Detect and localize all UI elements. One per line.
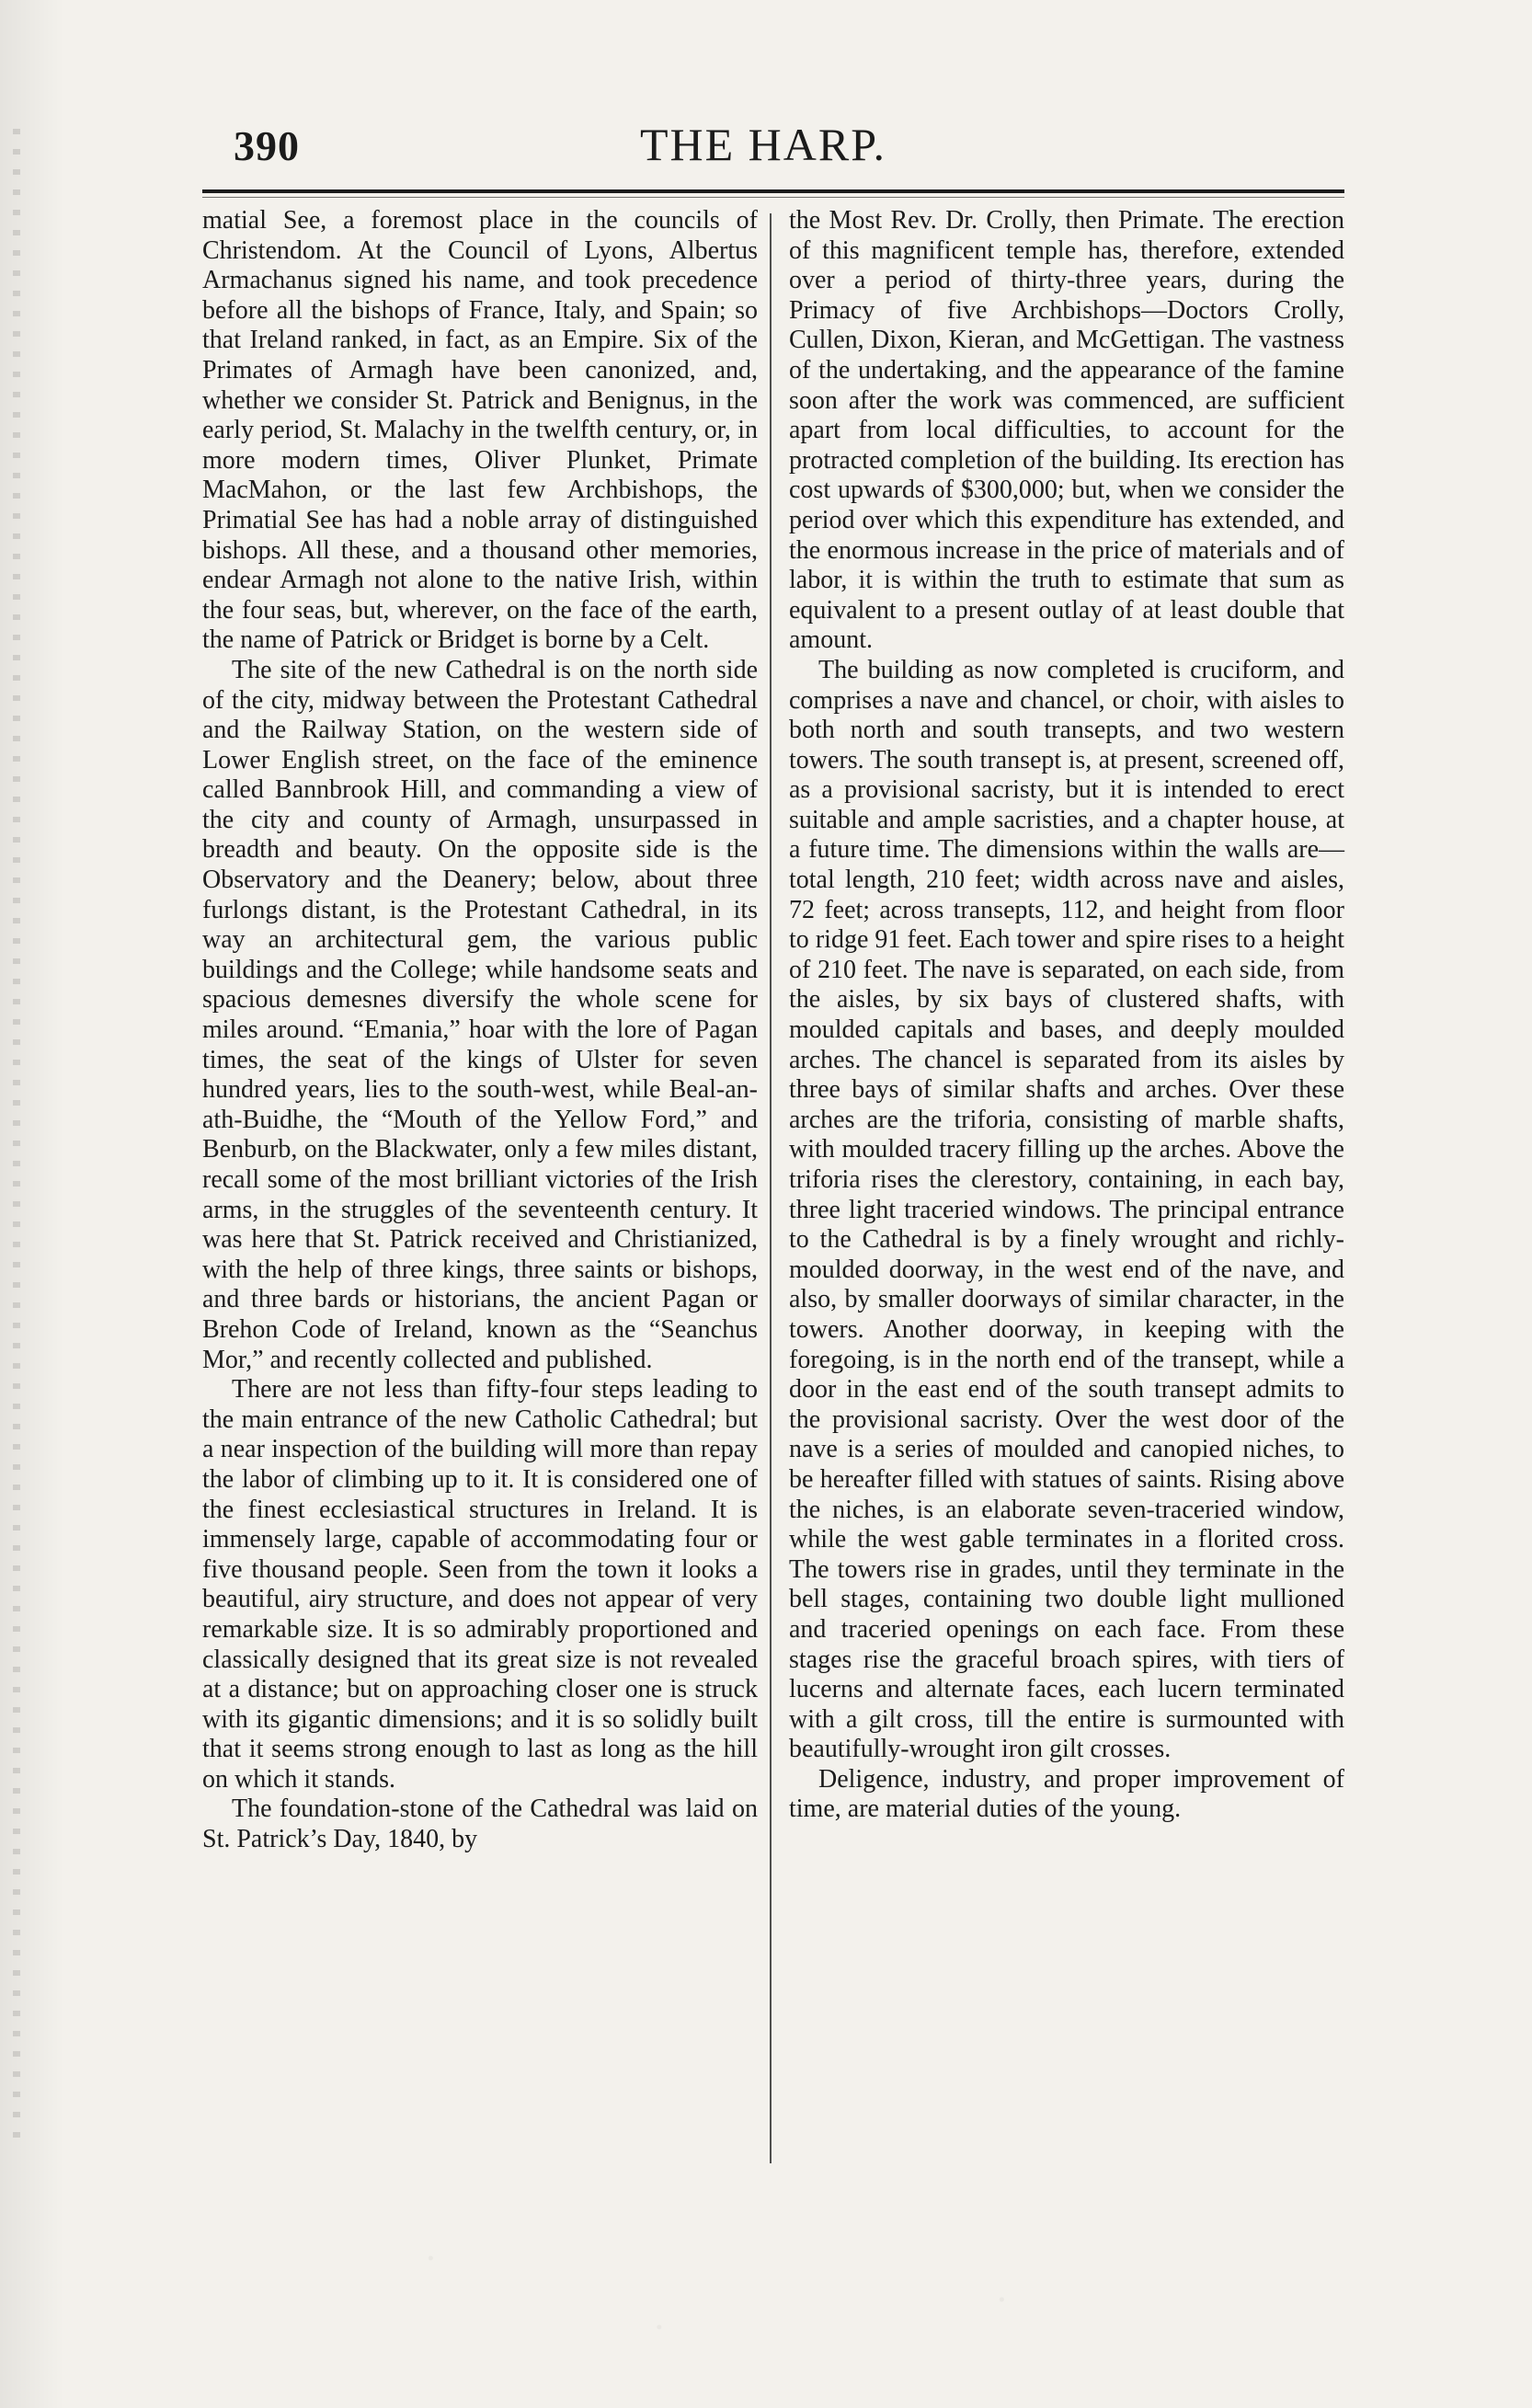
left-paragraph-4: The foundation-stone of the Cathedral was laid on St. Patrick’s Day, 1840, by [202,1795,758,1854]
page-header [184,109,1343,193]
left-paragraph-3: There are not less than fifty-four steps leading to the main entrance of the new Catholic Cathedral; but a near inspection of the building will more than repay the labor of climbing up to it. It is considered one of the finest ecclesiastical structures in Ireland. It is immensely large, capable of accommodating four or five thousand people. Seen from the town it looks a beautiful, airy structure, and does not appear of very remarkable size. It is so admirably proportioned and classically designed that its great size is not revealed at a distance; but on approaching closer one is struck with its gigantic dimensions; and it is so solidly built that it seems strong enough to last as long as the hill on which it stands. [202,1375,758,1794]
column-divider [770,213,772,2163]
page-number: 390 [234,122,300,169]
scan-edge-shadow [0,0,64,2408]
header-rule-thin [202,197,1344,198]
left-column [202,206,758,1855]
left-paragraph-1: matial See, a foremost place in the councils of Christendom. At the Council of Lyons, Albertus Armachanus signed his name, and took precedence before all the bishops of France, Italy, and Spain; so that Ireland ranked, in fact, as an Empire. Six of the Primates of Armagh have been canonized, and, whether we consider St. Patrick and Benignus, in the early period, St. Malachy in the twelfth century, or, in more modern times, Oliver Plunket, Primate MacMahon, or the last few Archbishops, the Primatial See has had a noble array of distinguished bishops. All these, and a thousand other memories, endear Armagh not alone to the native Irish, within the four seas, but, wherever, on the face of the earth, the name of Patrick or Bridget is borne by a Celt. [202,206,758,655]
scan-margin-marks [13,129,20,2152]
right-paragraph-1: the Most Rev. Dr. Crolly, then Primate. The erection of this magnificent temple has, therefore, extended over a period of thirty-three years, during the Primacy of five Archbishops—Doctors Crolly, Cullen, Dixon, Kieran, and McGettigan. The vastness of the undertaking, and the appearance of the famine soon after the work was commenced, are sufficient apart from local difficulties, to account for the protracted completion of the building. Its erection has cost upwards of $300,000; but, when we consider the period over which this expenditure has extended, and the enormous increase in the price of materials and of labor, it is within the truth to estimate that sum as equivalent to a present outlay of at least double that amount. [789,206,1344,655]
left-paragraph-2: The site of the new Cathedral is on the north side of the city, midway between the Protestant Cathedral and the Railway Station, on the western side of Lower English street, on the face of the eminence called Bannbrook Hill, and commanding a view of the city and county of Armagh, unsurpassed in breadth and beauty. On the opposite side is the Observatory and the Deanery; below, about three furlongs distant, is the Protestant Cathedral, in its way an architectural gem, the various public buildings and the College; while handsome seats and spacious demesnes diversify the whole scene for miles around. “Emania,” hoar with the lore of Pagan times, the seat of the kings of Ulster for seven hundred years, lies to the south-west, while Beal-an-ath-Buidhe, the “Mouth of the Yellow Ford,” and Benburb, on the Blackwater, only a few miles distant, recall some of the most brilliant victories of the Irish arms, in the struggles of the seventeenth century. It was here that St. Patrick received and Christianized, with the help of three kings, three saints or bishops, and three bards or historians, the ancient Pagan or Brehon Code of Ireland, known as the “Seanchus Mor,” and recently collected and published. [202,655,758,1374]
article-columns [202,206,1344,2220]
right-paragraph-2: The building as now completed is cruciform, and comprises a nave and chancel, or choir, with aisles to both north and south transepts, and two western towers. The south transept is, at present, screened off, as a provisional sacristy, but it is intended to erect suitable and ample sacristies, and a chapter house, at a future time. The dimensions within the walls are—total length, 210 feet; width across nave and aisles, 72 feet; across transepts, 112, and height from floor to ridge 91 feet. Each tower and spire rises to a height of 210 feet. The nave is separated, on each side, from the aisles, by six bays of clustered shafts, with moulded capitals and bases, and deeply moulded arches. The chancel is separated from its aisles by three bays of similar shafts and arches. Over these arches are the triforia, consisting of marble shafts, with moulded tracery filling up the arches. Above the triforia rises the clerestory, containing, in each bay, three light traceried windows. The principal entrance to the Cathedral is by a finely wrought and richly-moulded doorway, in the west end of the nave, and also, by smaller doorways of similar character, in the towers. Another doorway, in keeping with the foregoing, is in the north end of the transept, while a door in the east end of the south transept admits to the provisional sacristy. Over the west door of the nave is a series of moulded and canopied niches, to be hereafter filled with statues of saints. Rising above the niches, is an elaborate seven-traceried window, while the west gable terminates in a florited cross. The towers rise in grades, until they terminate in the bell stages, containing two double light mullioned and traceried openings on each face. From these stages rise the graceful broach spires, with tiers of lucerns and alternate faces, each lucern terminated with a gilt cross, till the entire is surmounted with beautifully-wrought iron gilt crosses. [789,655,1344,1764]
right-column [789,206,1344,1825]
header-rule [202,189,1344,193]
closing-maxim: Deligence, industry, and proper improvement of time, are material duties of the young. [789,1764,1344,1824]
running-title: THE HARP. [639,119,887,170]
page-bottom-noise [202,2217,1344,2355]
